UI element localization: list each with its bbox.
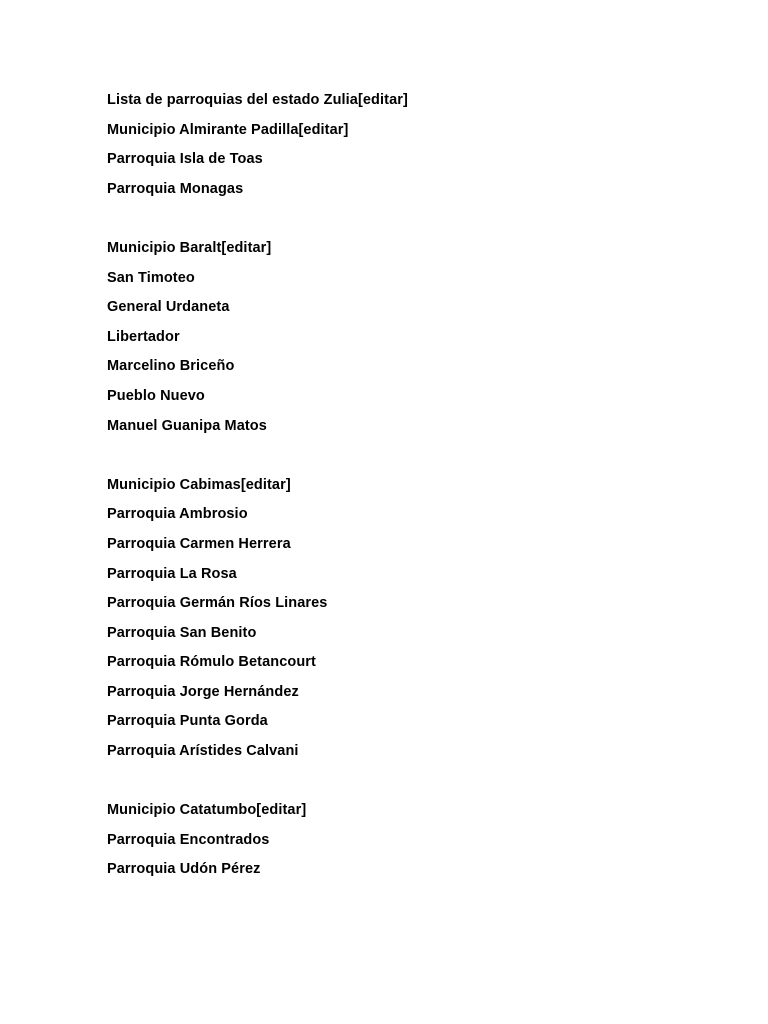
list-item: Parroquia Monagas xyxy=(107,180,244,197)
list-item: San Timoteo xyxy=(107,269,195,286)
list-item: Parroquia Punta Gorda xyxy=(107,713,268,730)
list-item: Libertador xyxy=(107,328,180,345)
document-heading: Lista de parroquias del estado Zulia[editar] xyxy=(107,92,408,108)
blank-line xyxy=(107,441,727,471)
list-item: Pueblo Nuevo xyxy=(107,387,205,404)
list-item: Parroquia Encontrados xyxy=(107,831,270,848)
list-item: Parroquia Isla de Toas xyxy=(107,151,263,168)
municipio-heading: Municipio Almirante Padilla[editar] xyxy=(107,121,349,138)
list-item: Parroquia Jorge Hernández xyxy=(107,683,299,700)
list-item: Parroquia La Rosa xyxy=(107,565,237,582)
list-item: Parroquia San Benito xyxy=(107,624,257,641)
municipio-heading: Municipio Catatumbo[editar] xyxy=(107,802,307,819)
document-content xyxy=(107,86,727,885)
municipio-heading: Municipio Cabimas[editar] xyxy=(107,476,291,493)
list-item: Marcelino Briceño xyxy=(107,358,235,375)
list-item: Parroquia Arístides Calvani xyxy=(107,743,299,760)
blank-line xyxy=(107,204,727,234)
municipio-heading: Municipio Baralt[editar] xyxy=(107,239,272,256)
list-item: General Urdaneta xyxy=(107,299,230,316)
list-item: Parroquia Ambrosio xyxy=(107,506,248,523)
list-item: Parroquia Germán Ríos Linares xyxy=(107,595,328,612)
list-item: Manuel Guanipa Matos xyxy=(107,417,267,434)
blank-line xyxy=(107,767,727,797)
list-item: Parroquia Carmen Herrera xyxy=(107,535,291,552)
list-item: Parroquia Rómulo Betancourt xyxy=(107,654,316,671)
list-item: Parroquia Udón Pérez xyxy=(107,861,261,878)
